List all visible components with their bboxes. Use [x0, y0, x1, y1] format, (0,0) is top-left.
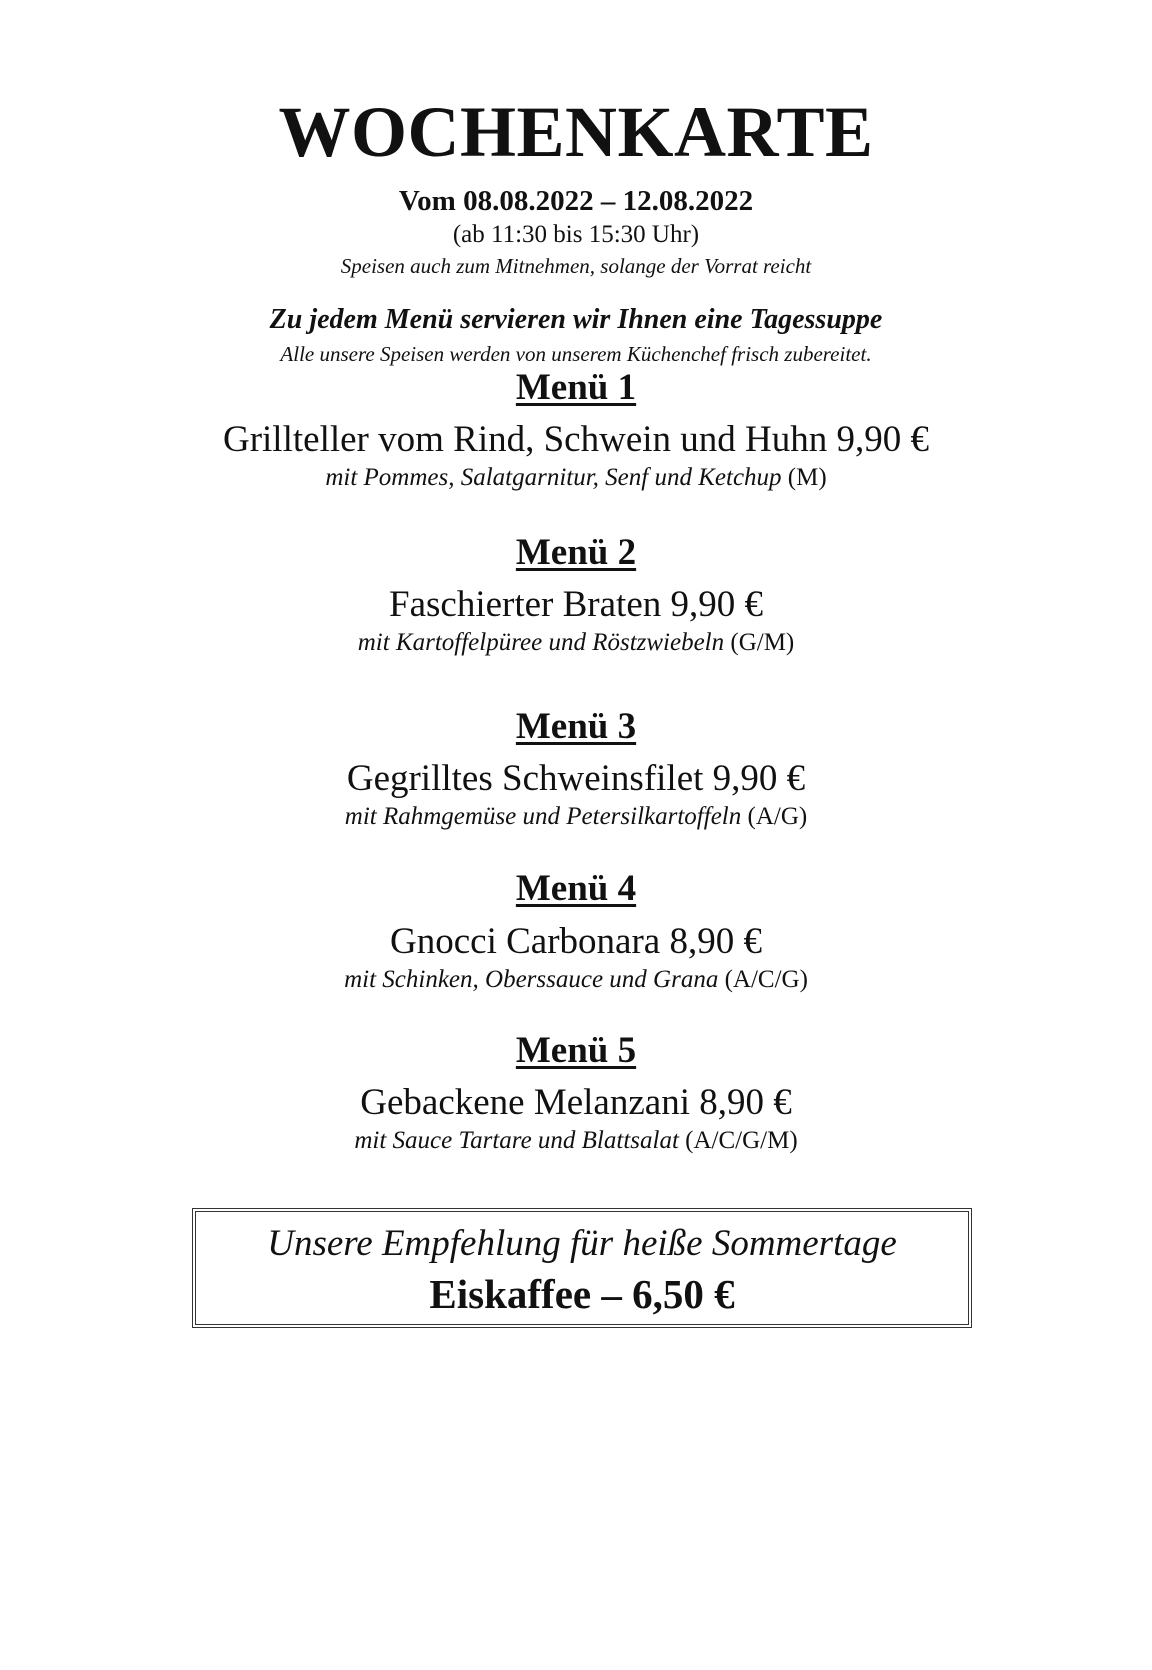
menu-2-heading: Menü 2	[515, 532, 637, 573]
menu-1-sides: mit Pommes, Salatgarnitur, Senf und Ketchup	[325, 464, 782, 491]
menu-5-heading: Menü 5	[515, 1030, 637, 1071]
menu-4-allergens: (A/C/G)	[724, 966, 808, 993]
menu-5-allergens: (A/C/G/M)	[685, 1127, 798, 1154]
menu-1-heading: Menü 1	[515, 367, 637, 408]
menu-5-dish: Gebackene Melanzani 8,90 €	[360, 1082, 792, 1123]
menu-2-description	[0, 627, 1152, 659]
menu-1-allergens: (M)	[787, 464, 827, 491]
menu-2-sides: mit Kartoffelpüree und Röstzwiebeln	[357, 629, 725, 656]
menu-1-dish: Grillteller vom Rind, Schwein und Huhn 9,90 €	[222, 419, 930, 460]
menu-1-description	[0, 462, 1152, 494]
menu-3-sides: mit Rahmgemüse und Petersilkartoffeln	[344, 803, 742, 830]
menu-3-description	[0, 801, 1152, 833]
recommendation-box	[192, 1208, 972, 1328]
page-title: WOCHENKARTE	[278, 92, 874, 172]
soup-note: Zu jedem Menü servieren wir Ihnen eine Tagessuppe	[269, 304, 883, 335]
menu-2-allergens: (G/M)	[730, 629, 795, 656]
menu-4-heading: Menü 4	[515, 868, 637, 909]
menu-3-allergens: (A/G)	[747, 803, 808, 830]
recommendation-offer: Eiskaffee – 6,50 €	[429, 1271, 735, 1317]
menu-4-description	[0, 964, 1152, 996]
date-range: Vom 08.08.2022 – 12.08.2022	[398, 185, 754, 217]
chef-note: Alle unsere Speisen werden von unserem Küchenchef frisch zubereitet.	[280, 342, 872, 366]
menu-5-sides: mit Sauce Tartare und Blattsalat	[354, 1127, 679, 1154]
menu-3-heading: Menü 3	[515, 706, 637, 747]
recommendation-intro: Unsere Empfehlung für heiße Sommertage	[267, 1223, 897, 1264]
menu-4-dish: Gnocci Carbonara 8,90 €	[390, 921, 762, 962]
menu-5-description	[0, 1125, 1152, 1157]
opening-hours: (ab 11:30 bis 15:30 Uhr)	[452, 221, 700, 248]
menu-2-dish: Faschierter Braten 9,90 €	[389, 584, 763, 625]
menu-4-sides: mit Schinken, Oberssauce und Grana	[344, 966, 719, 993]
takeaway-note: Speisen auch zum Mitnehmen, solange der Vorrat reicht	[340, 254, 812, 278]
menu-3-dish: Gegrilltes Schweinsfilet 9,90 €	[346, 758, 806, 799]
